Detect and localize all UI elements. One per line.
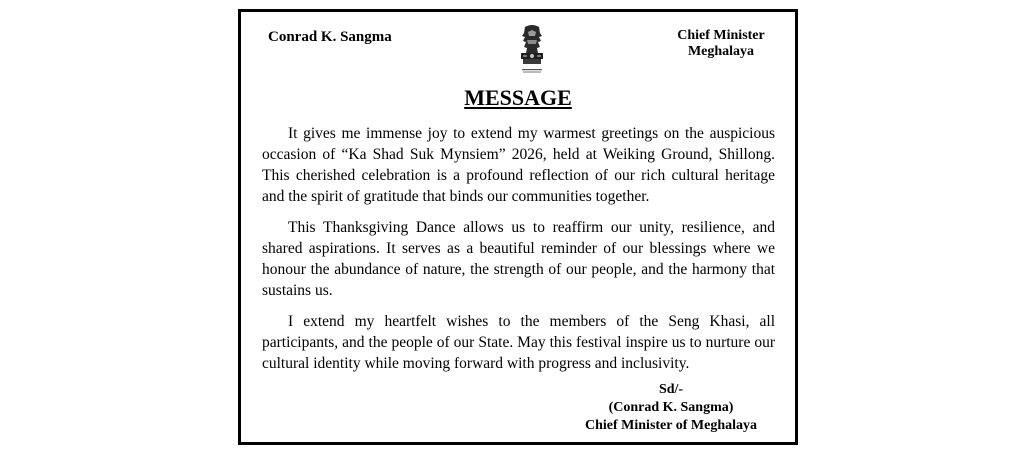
signature-name: (Conrad K. Sangma) [608,400,734,415]
message-frame [238,9,798,445]
header-designation-line1: Chief Minister [677,28,765,43]
message-paragraph-1: It gives me immense joy to extend my warmest greetings on the auspicious occasion of “Ka Shad Suk Mynsiem” 2026, held at Weiking Ground, Shillong. This cherished celebration is a profound reflection of our rich cultural heritage and the spirit of gratitude that binds our communities together. [262,125,775,205]
signature-sd: Sd/- [658,382,684,397]
signature-designation: Chief Minister of Meghalaya [585,418,757,433]
message-body [262,123,775,384]
header-name: Conrad K. Sangma [268,29,392,45]
message-paragraph-3: I extend my heartfelt wishes to the members of the Seng Khasi, all participants, and the people of our State. May this festival inspire us to nurture our cultural identity while moving forward with progress and inclusivity. [262,313,775,372]
state-emblem-icon [516,24,548,78]
header-designation-line2: Meghalaya [687,44,755,59]
message-title: MESSAGE [464,85,572,110]
header-designation [661,28,781,60]
message-paragraph-2: This Thanksgiving Dance allows us to reaffirm our unity, resilience, and shared aspirations. It serves as a beautiful reminder of our blessings where we honour the abundance of nature, the strength of our people, and the harmony that sustains us. [262,219,775,299]
signature-block [559,381,783,435]
